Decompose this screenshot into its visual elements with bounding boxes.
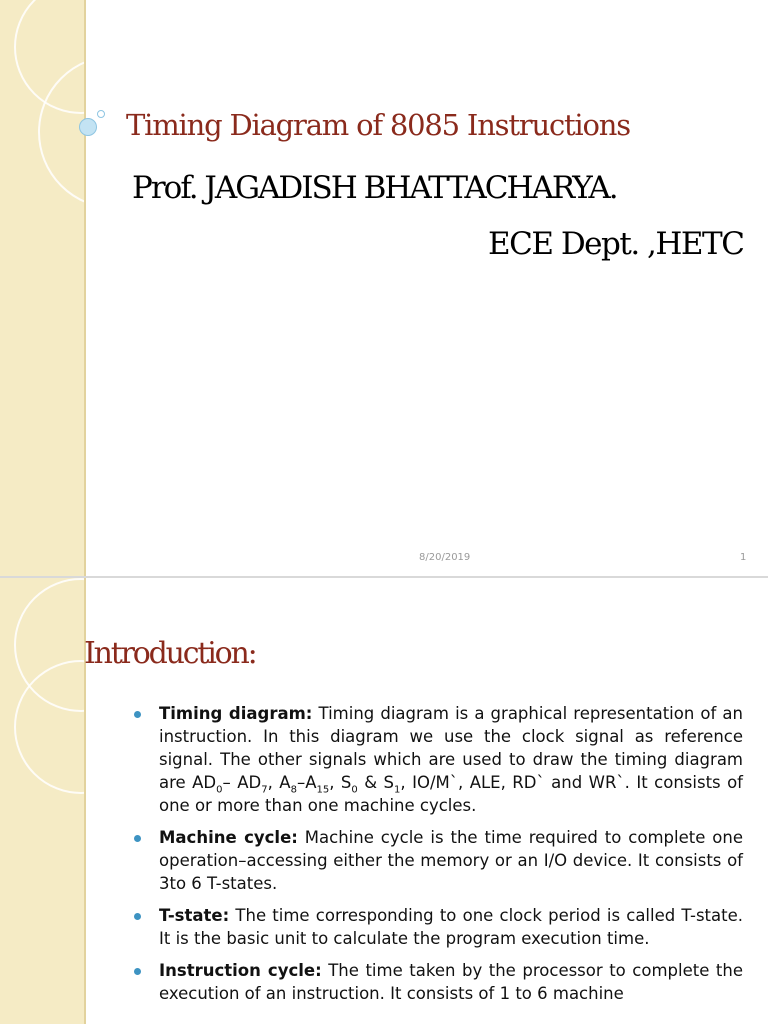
term-label: Machine cycle: (159, 828, 298, 847)
term-label: Instruction cycle: (159, 961, 322, 980)
bullet-icon (134, 711, 141, 718)
definition-text: , IO/M`, ALE, RD` and WR`. It consists of one or more than one machine cycles. (159, 773, 743, 815)
bullet-icon (134, 913, 141, 920)
definition-list (134, 702, 743, 1014)
bullet-dot-icon (79, 118, 97, 136)
list-item (134, 826, 743, 895)
footer-date: 8/20/2019 (419, 552, 471, 563)
subscript: 1 (394, 784, 401, 796)
definition-text: –A (296, 773, 317, 792)
definition-text: , A (267, 773, 291, 792)
definition-text: The time taken by the processor to complete the execution of an instruction. It consists of 1 to 6 machine (159, 961, 743, 1003)
term-label: T-state: (159, 906, 230, 925)
definition-text: – AD (222, 773, 262, 792)
term-label: Timing diagram: (159, 704, 313, 723)
slide-title: Timing Diagram of 8085 Instructions (126, 108, 630, 142)
definition-text: Machine cycle is the time required to complete one operation–accessing either the memory or an I/O device. It consists of 3to 6 T-states. (159, 828, 743, 893)
list-item (134, 959, 743, 1005)
definition-text: & S (357, 773, 395, 792)
decorative-rail (0, 0, 84, 576)
subscript: 7 (261, 784, 268, 796)
bullet-dot-small-icon (97, 110, 105, 118)
section-heading: Introduction: (84, 636, 256, 671)
decorative-rail (0, 578, 84, 1024)
department: ECE Dept. ,HETC (488, 226, 744, 262)
rail-edge (84, 0, 86, 576)
bullet-icon (134, 968, 141, 975)
author-name: Prof. JAGADISH BHATTACHARYA. (132, 170, 617, 206)
list-item (134, 702, 743, 817)
definition-text: The time corresponding to one clock period is called T-state. It is the basic unit to calculate the program execution time. (159, 906, 743, 948)
definition-text: Timing diagram is a graphical representation of an instruction. In this diagram we use the clock signal as reference signal. The other signals which are used to draw the timing diagram are AD (159, 704, 743, 792)
definition-text: , S (329, 773, 352, 792)
subscript: 0 (351, 784, 358, 796)
bullet-icon (134, 835, 141, 842)
subscript: 8 (290, 784, 297, 796)
subscript: 15 (316, 784, 330, 796)
introduction-slide (0, 578, 768, 1024)
slide-number: 1 (740, 552, 747, 563)
subscript: 0 (216, 784, 223, 796)
list-item (134, 904, 743, 950)
decorative-ring-icon (14, 660, 148, 794)
